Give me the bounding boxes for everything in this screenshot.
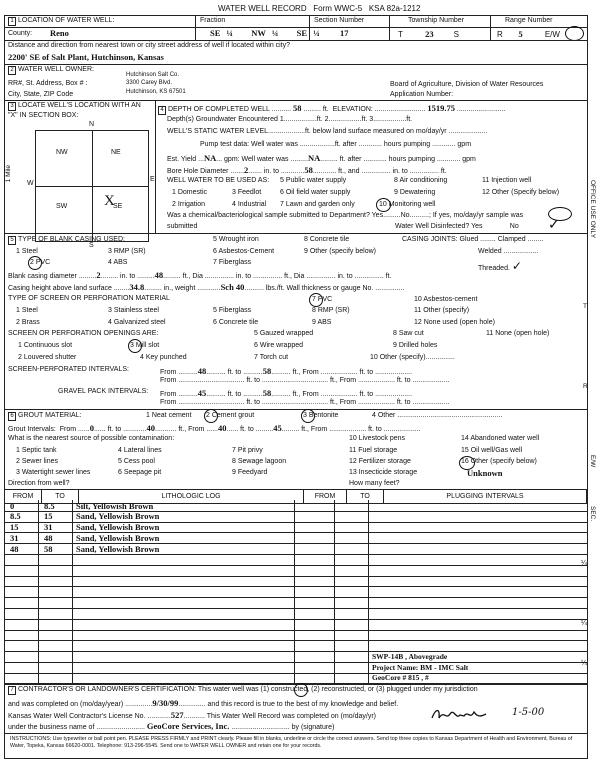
src-16: 16 Other (specify below) [461, 458, 537, 465]
well-x-mark: X [104, 193, 115, 209]
screen-5: 5 Fiberglass [213, 307, 252, 314]
src-11: 11 Fuel storage [349, 447, 398, 454]
unknown-source: Unknown [467, 468, 503, 478]
gravel-pack-2: From .................................. ft. to .................................. ft., From ................... ft. to ................... [160, 399, 450, 406]
casing-3: 3 RMP (SR) [108, 248, 146, 255]
log-col-line [38, 500, 39, 684]
township-values: T 23 S [398, 29, 459, 39]
screen-2: 2 Brass [16, 319, 40, 326]
open-3: 3 Mill slot [130, 342, 160, 349]
log-row-line [4, 640, 587, 641]
src-4: 4 Lateral lines [118, 447, 162, 454]
open-7: 7 Torch cut [254, 354, 289, 361]
src-7: 7 Pit privy [232, 447, 263, 454]
screen-7: 7 PVC [312, 296, 333, 303]
log-row-line [4, 630, 587, 631]
pump-test-line: Pump test data: Well water was ..................ft. after ............ hours pumping ............ gpm [200, 141, 472, 148]
side-q2: ¼ [581, 620, 587, 627]
owner-line-3: Hutchinson, KS 67501 [126, 89, 186, 95]
log-col-line [72, 500, 73, 684]
use-10: 10 Monitoring well [379, 201, 436, 208]
ew-circle [565, 26, 584, 41]
distance-label: Distance and direction from nearest town or city street address of well if located within city? [8, 42, 291, 49]
log-lithology: Silt, Yellowish Brown [76, 500, 154, 511]
quad-nw: NW [56, 149, 68, 156]
screen-1: 1 Steel [16, 307, 38, 314]
screen-label: TYPE OF SCREEN OR PERFORATION MATERIAL [8, 295, 170, 302]
bentonite-circle [301, 409, 315, 423]
src-9: 9 Feedyard [232, 469, 268, 476]
range-values: R 5 E/W [497, 29, 560, 39]
log-col-line [587, 500, 588, 684]
submitted-label: submitted [167, 223, 198, 230]
use-3: 3 Feedlot [232, 189, 262, 196]
src-8: 8 Sewage lagoon [232, 458, 287, 465]
log-from: 8.5 [10, 511, 21, 522]
use-7: 7 Lawn and garden only [280, 201, 355, 208]
log-from: 48 [10, 543, 19, 554]
section-value: 17 [340, 28, 349, 38]
use-10-circle [376, 198, 391, 212]
use-2: 2 Irrigation [172, 201, 206, 208]
fraction-label: Fraction [200, 17, 226, 24]
groundwater-line: Depth(s) Groundwater Encountered 1.................ft. 2.................ft. 3.................ft. [167, 116, 413, 123]
log-lithology: Sand, Yellowish Brown [76, 522, 160, 533]
threaded: Threaded. ✓ [478, 259, 522, 273]
log-note: GeoCore # 815 , # [372, 673, 429, 683]
casing-7: 7 Fiberglass [213, 259, 252, 266]
log-to: 48 [44, 532, 53, 543]
disinfected-line: Water Well Disinfected? Yes No [395, 223, 519, 230]
range-label: Range Number [505, 17, 553, 24]
business-line: under the business name of ......................... GeoCore Services, Inc. .............................. by (signature) [8, 721, 335, 731]
log-row-line [4, 565, 587, 566]
src-14: 14 Abandoned water well [461, 435, 540, 442]
signature [430, 706, 488, 728]
cement-grout-circle [204, 409, 218, 423]
distance-value: 2200' SE of Salt Plant, Hutchinson, Kansas [8, 52, 164, 62]
casing-diameter-line: Blank casing diameter .........2......... in. to .........48......... ft., Dia ............... in. to ............... ft., Dia ............... in. to ............... ft. [8, 270, 392, 280]
src-10: 10 Livestock pens [349, 435, 406, 442]
log-note: Project Name: BM - IMC Salt [372, 662, 469, 672]
log-lithology: Sand, Yellowish Brown [76, 532, 160, 543]
log-row-line [4, 608, 587, 609]
use-1: 1 Domestic [172, 189, 208, 196]
use-6: 6 Oil field water supply [280, 189, 351, 196]
side-ew: E/W [589, 455, 596, 468]
src-12: 12 Fertilizer storage [349, 458, 411, 465]
src-6: 6 Seepage pit [118, 469, 162, 476]
header-from2: FROM [304, 490, 347, 504]
log-row-line [4, 619, 587, 620]
township-label: Township Number [408, 17, 465, 24]
static-level-line: WELL'S STATIC WATER LEVEL...................ft. below land surface measured on mo/day/yr .................... [167, 128, 488, 135]
sec3-label: 3 LOCATE WELL'S LOCATION WITH AN "X" IN SECTION BOX: [8, 102, 141, 119]
sec2-label: 2 WATER WELL OWNER: [8, 66, 94, 75]
grout-1: 1 Neat cement [146, 412, 192, 419]
open-2: 2 Louvered shutter [18, 354, 77, 361]
log-row-line [4, 673, 587, 674]
grout-2: 2 Cement grout [206, 412, 255, 419]
side-q1: ¼ [581, 560, 587, 567]
casing-1: 1 Steel [16, 248, 38, 255]
log-to: 8.5 [44, 500, 55, 511]
yield-line: Est. Yield ...NA... gpm: Well water was .........NA......... ft. after ............ hours pumping ............ gpm [167, 153, 476, 163]
casing-8: 8 Concrete tile [304, 236, 350, 243]
direction-label: Direction from well? [8, 480, 70, 487]
sample-circle [548, 207, 572, 221]
screen-9: 9 ABS [312, 319, 332, 326]
src-1: 1 Septic tank [16, 447, 57, 454]
screen-4: 4 Galvanized steel [108, 319, 166, 326]
open-9: 9 Drilled holes [393, 342, 438, 349]
log-to: 31 [44, 522, 53, 533]
instructions: INSTRUCTIONS: Use typewriter or ball point pen. PLEASE PRESS FIRMLY and PRINT clearly. Please fill in blanks, underline or circle the correct answers. Send top three copies to Kansas Department of Health and Environment, Bureau of Water, Topeka, Kansas 66620-0001. Telephone: 913-296-5545. Send one to WATER WELL OWNER and retain one for your records. [10, 736, 573, 749]
license-line: Kansas Water Well Contractor's License No. ............527........... This Water Well Record was completed on (mo/day/yr) [8, 710, 377, 720]
screen-8: 8 RMP (SR) [312, 307, 350, 314]
compass-w: W [27, 180, 34, 187]
sec6-label: 6 GROUT MATERIAL: [8, 412, 82, 421]
rr-label: RR#, St. Address, Box # : [8, 80, 88, 87]
quad-se: SE [113, 203, 123, 210]
owner-line-2: 3300 Carey Blvd. [126, 80, 173, 86]
log-row-line [4, 662, 587, 663]
log-row-line [4, 554, 587, 555]
grout-4: 4 Other ...................................................... [372, 412, 503, 419]
log-col-line [294, 500, 295, 684]
screen-intervals-2: From .................................. ft. to .................................. ft., From ................... ft. to ................... [160, 377, 450, 384]
open-5: 5 Gauzed wrapped [254, 330, 314, 337]
compass-s: S [89, 242, 94, 249]
sec1-label: 1 LOCATION OF WATER WELL: [8, 17, 114, 26]
log-row-line [4, 597, 587, 598]
src-2: 2 Sewer lines [16, 458, 59, 465]
open-4: 4 Key punched [140, 354, 187, 361]
use-11: 11 Injection well [482, 177, 532, 184]
side-t: T [583, 303, 587, 310]
open-8: 8 Saw cut [393, 330, 424, 337]
header-from: FROM [5, 490, 42, 504]
compass-n: N [89, 121, 95, 128]
log-from: 0 [10, 500, 15, 511]
use-8: 8 Air conditioning [394, 177, 448, 184]
use-5: 5 Public water supply [280, 177, 347, 184]
src-3: 3 Watertight sewer lines [16, 469, 91, 476]
bore-line: Bore Hole Diameter .......2....... in. to ............58............ ft., and ............... in. to ............... ft. [167, 165, 447, 175]
contamination-label: What is the nearest source of possible contamination: [8, 435, 175, 442]
casing-joints: CASING JOINTS: Glued ........ Clamped ........ [402, 236, 544, 243]
header-litho: LITHOLOGIC LOG [79, 490, 304, 504]
grout-intervals: Grout Intervals: From ......0...... ft. to ............40........... ft., From ......40...... ft. to .........45......... ft., From ................... ft. to ................... [8, 423, 421, 433]
open-11: 11 None (open hole) [486, 330, 550, 337]
use-label: WELL WATER TO BE USED AS: [167, 177, 270, 184]
fraction-values: SE ¼ NW ¼ SE ¼ [210, 28, 320, 38]
log-to: 15 [44, 511, 53, 522]
screen-pvc-circle [309, 293, 323, 307]
depth-line: 4 DEPTH OF COMPLETED WELL .......... 58 ......... ft. ELEVATION: .......................... 1519.75 ......................... [158, 103, 506, 115]
log-from: 31 [10, 532, 19, 543]
howmany-label: How many feet? [349, 480, 400, 487]
use-9: 9 Dewatering [394, 189, 436, 196]
screen-12: 12 None used (open hole) [414, 319, 495, 326]
sec5-label: 5 TYPE OF BLANK CASING USED: [8, 236, 125, 245]
sec7-line1: 7 CONTRACTOR'S OR LANDOWNER'S CERTIFICATION: This water well was (1) constructed, (2) reconstructed, or (3) plugged under my jurisdiction [8, 686, 478, 695]
src-13: 13 Insecticide storage [349, 469, 418, 476]
open-6: 6 Wire wrapped [254, 342, 304, 349]
log-lithology: Sand, Yellowish Brown [76, 511, 160, 522]
casing-4: 4 ABS [108, 259, 128, 266]
casing-9: 9 Other (specify below) [304, 248, 376, 255]
open-1: 1 Continuous slot [18, 342, 73, 349]
board-text: Board of Agriculture, Division of Water Resources [390, 81, 544, 88]
header-to: TO [42, 490, 79, 504]
log-to: 58 [44, 543, 53, 554]
openings-label: SCREEN OR PERFORATION OPENINGS ARE: [8, 330, 159, 337]
application-label: Application Number: [390, 91, 454, 98]
log-lithology: Sand, Yellowish Brown [76, 543, 160, 554]
src-15: 15 Oil well/Gas well [461, 447, 523, 454]
screen-3: 3 Stainless steel [108, 307, 159, 314]
screen-10: 10 Asbestos-cement [414, 296, 478, 303]
open-10: 10 Other (specify)............... [370, 354, 455, 361]
gravel-pack-1: From ..........45.......... ft. to ..........58.......... ft., From ................... ft. to ................... [160, 388, 413, 398]
screen-11: 11 Other (specify) [414, 307, 470, 314]
pvc-circle [28, 256, 42, 270]
casing-6: 6 Asbestos-Cement [213, 248, 275, 255]
county-label: County: [8, 30, 33, 37]
constructed-circle [294, 683, 308, 697]
grout-3: 3 Bentonite [303, 412, 339, 419]
header-to2: TO [347, 490, 384, 504]
chem-sample-line: Was a chemical/bacteriological sample submitted to Department? Yes.........No..........; If yes, mo/day/yr sample was [167, 212, 524, 219]
log-row-line [4, 586, 587, 587]
src-5: 5 Cess pool [118, 458, 155, 465]
use-12: 12 Other (Specify below) [482, 189, 560, 196]
side-q3: ¼ [581, 660, 587, 667]
gravel-pack-label: GRAVEL PACK INTERVALS: [58, 388, 149, 395]
screen-intervals-1: From ..........48.......... ft. to ..........58.......... ft., From ................... ft. to ................... [160, 366, 413, 376]
county-value: Reno [50, 28, 69, 38]
screen-intervals-label: SCREEN-PERFORATED INTERVALS: [8, 366, 129, 373]
signature-date: 1-5-00 [512, 707, 545, 718]
city-label: City, State, ZIP Code [8, 91, 74, 98]
quad-ne: NE [111, 149, 121, 156]
screen-6: 6 Concrete tile [213, 319, 259, 326]
log-row-line [4, 651, 587, 652]
log-note: SWP-14B , Abovegrade [372, 651, 448, 661]
compass-e: E [150, 176, 155, 183]
section-label: Section Number [314, 17, 365, 24]
section-box [35, 130, 149, 242]
log-col-line [368, 500, 369, 684]
mill-slot-circle [128, 339, 142, 353]
form-title: WATER WELL RECORD Form WWC-5 KSA 82a-1212 [218, 4, 421, 13]
welded: Welded .................. [478, 248, 539, 255]
log-col-line [4, 500, 5, 684]
log-col-line [334, 500, 335, 684]
owner-line-1: Hutchinson Salt Co. [126, 72, 180, 78]
no-checkmark: ✓ [548, 216, 560, 232]
side-sec: SEC. [589, 506, 596, 522]
quad-sw: SW [56, 203, 68, 210]
header-plug: PLUGGING INTERVALS [384, 490, 587, 504]
mile-label: 1 Mile [5, 165, 12, 183]
casing-2: 2 PVC [30, 259, 51, 266]
use-4: 4 Industrial [232, 201, 267, 208]
casing-5: 5 Wrought iron [213, 236, 259, 243]
casing-height-line: Casing height above land surface ........34.8......... in., weight ............Sch 40.......... lbs./ft. Wall thickness or gauge No. ............... [8, 282, 405, 292]
side-r: R [583, 383, 588, 390]
completed-line: and was completed on (mo/day/year) ..............9/30/99.............. and this record is true to the best of my knowledge and belief. [8, 698, 399, 708]
office-use-label: OFFICE USE ONLY [589, 180, 596, 239]
log-row-line [4, 576, 587, 577]
log-from: 15 [10, 522, 19, 533]
